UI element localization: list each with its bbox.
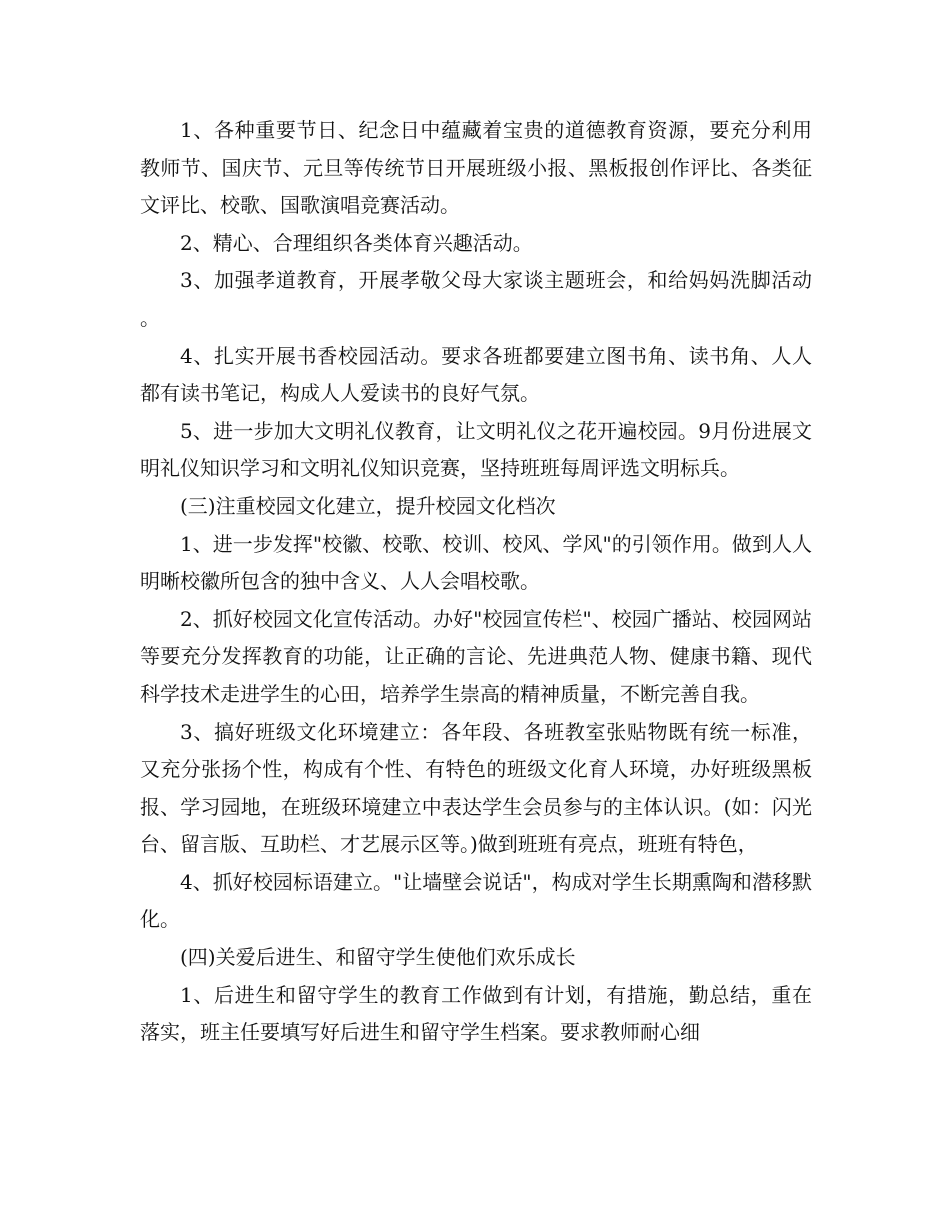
paragraph-etiquette-education: 5、进一步加大文明礼仪教育，让文明礼仪之花开遍校园。9月份进展文明礼仪知识学习和文明礼仪知识竞赛，坚持班班每周评选文明标兵。	[140, 418, 812, 481]
section-heading-care-students: (四)关爱后进生、和留守学生使他们欢乐成长	[180, 945, 576, 970]
paragraph-filial-piety: 3、加强孝道教育，开展孝敬父母大家谈主题班会，和给妈妈洗脚活动。	[140, 268, 812, 330]
paragraph-left-behind-students: 1、后进生和留守学生的教育工作做到有计划，有措施，勤总结，重在落实，班主任要填写好后进生和留守学生档案。要求教师耐心细	[140, 982, 812, 1045]
paragraph-reading-campus: 4、扎实开展书香校园活动。要求各班都要建立图书角、读书角、人人都有读书笔记，构成人人爱读书的良好气氛。	[140, 343, 812, 406]
paragraph-school-emblem: 1、进一步发挥"校徽、校歌、校训、校风、学风"的引领作用。做到人人明晰校徽所包含的独中含义、人人会唱校歌。	[140, 531, 812, 594]
paragraph-class-environment: 3、搞好班级文化环境建立：各年段、各班教室张贴物既有统一标准，又充分张扬个性，构成有个性、有特色的班级文化育人环境，办好班级黑板报、学习园地，在班级环境建立中表达学生会员参与的主体认识。(如：闪光台、留言版、互助栏、才艺展示区等。)做到班班有亮点，班班有特色，	[140, 719, 812, 857]
paragraph-campus-slogans: 4、抓好校园标语建立。"让墙壁会说话"，构成对学生长期熏陶和潜移默化。	[140, 869, 812, 932]
paragraph-culture-promotion: 2、抓好校园文化宣传活动。办好"校园宣传栏"、校园广播站、校园网站等要充分发挥教育的功能，让正确的言论、先进典范人物、健康书籍、现代科学技术走进学生的心田，培养学生崇高的精神质量，不断完善自我。	[140, 606, 812, 706]
paragraph-sports-activities: 2、精心、合理组织各类体育兴趣活动。	[180, 230, 533, 255]
document-body	[140, 112, 812, 1052]
section-heading-campus-culture: (三)注重校园文化建立，提升校园文化档次	[180, 493, 556, 518]
paragraph-festival-activities: 1、各种重要节日、纪念日中蕴藏着宝贵的道德教育资源，要充分利用教师节、国庆节、元旦等传统节日开展班级小报、黑板报创作评比、各类征文评比、校歌、国歌演唱竞赛活动。	[140, 118, 812, 218]
